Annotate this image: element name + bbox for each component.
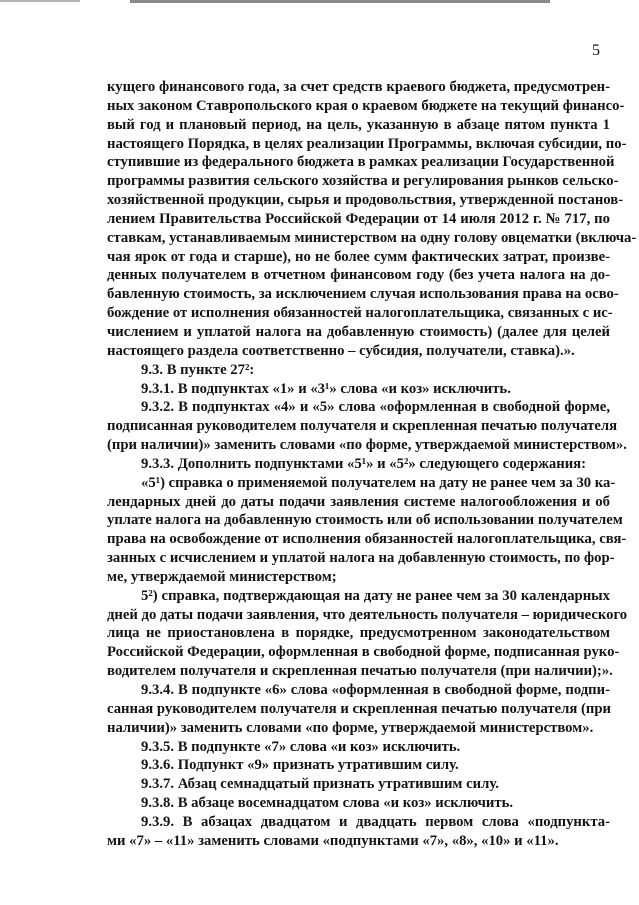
text-line: программы развития сельского хозяйства и регулирования рынков сельско- — [107, 173, 619, 190]
text-line: 5²) справка, подтверждающая на дату не ранее чем за 30 календарных — [141, 587, 610, 604]
text-line: бавленную стоимость, за исключением случая использования права на осво- — [107, 286, 619, 303]
text-line: числением и уплатой налога на добавленную стоимость) (далее для целей — [107, 323, 610, 340]
text-line: настоящего Порядка, в целях реализации Программы, включая субсидии, по- — [107, 135, 627, 152]
text-line: денных получателем в отчетном финансовом году (без учета налога на до- — [107, 267, 610, 284]
text-line: ступившие из федерального бюджета в рамках реализации Государственной — [107, 154, 615, 171]
text-line: ных законом Ставропольского края о краевом бюджете на текущий финансо- — [107, 97, 625, 114]
scan-edge-mark — [0, 0, 80, 2]
text-line: хозяйственной продукции, сырья и продовольствия, утвержденной постанов- — [107, 192, 624, 209]
text-line: 9.3.8. В абзаце восемнадцатом слова «и коз» исключить. — [141, 795, 514, 812]
text-line: наличии)» заменить словами «по форме, утверждаемой министерством». — [107, 719, 594, 736]
top-rule — [130, 0, 550, 3]
document-body — [107, 78, 637, 851]
text-line: уплате налога на добавленную стоимость или об использовании получателем — [107, 512, 623, 529]
text-line: (при наличии)» заменить словами «по форме, утверждаемой министерством». — [107, 437, 627, 454]
text-line: водителем получателя и скрепленная печатью получателя (при наличии);». — [107, 663, 613, 680]
text-line: ставкам, устанавливаемым министерством на одну голову овцематки (включа- — [107, 229, 637, 246]
text-line: 9.3.3. Дополнить подпунктами «5¹» и «5²» следующего содержания: — [141, 455, 586, 472]
text-line: кущего финансового года, за счет средств краевого бюджета, предусмотрен- — [107, 79, 610, 95]
text-line: 9.3.2. В подпунктах «4» и «5» слова «оформленная в свободной форме, — [141, 399, 610, 416]
text-line: лица не приостановлена в порядке, предусмотренном законодательством — [107, 625, 610, 642]
text-line: лендарных дней до даты подачи заявления системе налогообложения и об — [107, 493, 610, 510]
text-line: занных с исчислением и уплатой налога на добавленную стоимость, по фор- — [107, 550, 615, 567]
text-line: ми «7» – «11» заменить словами «подпунктами «7», «8», «10» и «11». — [107, 832, 559, 849]
text-line: 9.3.9. В абзацах двадцатом и двадцать первом слова «подпункта- — [141, 813, 610, 830]
text-line: 9.3. В пункте 27²: — [141, 361, 255, 378]
text-line: «5¹) справка о применяемой получателем на дату не ранее чем за 30 ка- — [141, 474, 616, 491]
text-line: Российской Федерации, оформленная в свободной форме, подписанная руко- — [107, 644, 620, 661]
text-line: настоящего раздела соответственно – субсидия, получатели, ставка).». — [107, 342, 575, 359]
text-line: бождение от исполнения обязанностей налогоплательщика, связанных с ис- — [107, 305, 613, 322]
text-line: санная руководителем получателя и скрепленная печатью получателя (при — [107, 700, 612, 717]
text-line: ме, утверждаемой министерством; — [107, 568, 337, 585]
text-line: 9.3.7. Абзац семнадцатый признать утратившим силу. — [141, 776, 499, 793]
text-line: дней до даты подачи заявления, что деятельность получателя – юридического — [107, 606, 628, 623]
text-line: вый год и плановый период, на цель, указанную в абзаце пятом пункта 1 — [107, 116, 610, 133]
text-line: подписанная руководителем получателя и скрепленная печатью получателя — [107, 418, 618, 435]
text-line: права на освобождение от исполнения обязанностей налогоплательщика, свя- — [107, 531, 627, 548]
text-line: чая ярок от года и старше), но не более сумм фактических затрат, произве- — [107, 248, 610, 265]
text-line: 9.3.4. В подпункте «6» слова «оформленная в свободной форме, подпи- — [141, 682, 610, 698]
page-number: 5 — [592, 42, 600, 59]
text-line: 9.3.5. В подпункте «7» слова «и коз» исключить. — [141, 738, 461, 755]
text-line: 9.3.6. Подпункт «9» признать утратившим силу. — [141, 757, 459, 774]
text-line: лением Правительства Российской Федерации от 14 июля 2012 г. № 717, по — [107, 210, 610, 227]
text-line: 9.3.1. В подпунктах «1» и «3¹» слова «и коз» исключить. — [141, 380, 511, 397]
